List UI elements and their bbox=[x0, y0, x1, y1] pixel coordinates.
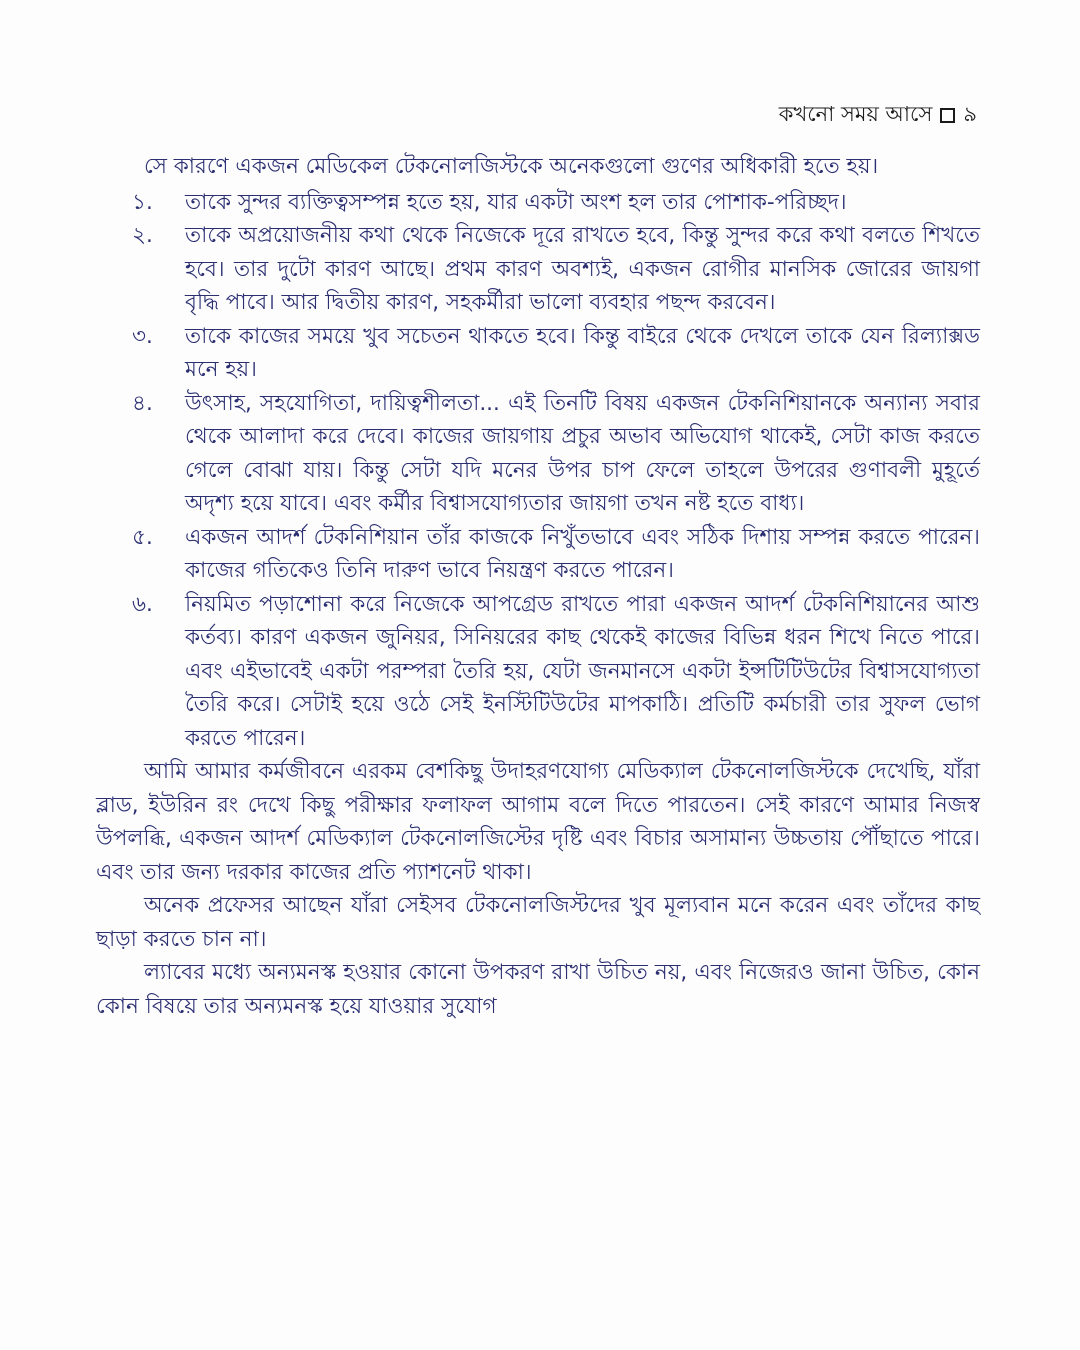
running-header bbox=[779, 98, 977, 133]
body-paragraph: আমি আমার কর্মজীবনে এরকম বেশকিছু উদাহরণযোগ্য মেডিক্যাল টেকনোলজিস্টকে দেখেছি, যাঁরা ব্লাড, ইউরিন রং দেখে কিছু পরীক্ষার ফলাফল আগাম বলে দিতে পারতেন। সেই কারণে আমার নিজস্ব উপলব্ধি, একজন আদর্শ মেডিক্যাল টেকনোলজিস্টের দৃষ্টি এবং বিচার অসামান্য উচ্চতায় পৌঁছাতে পারে। এবং তার জন্য দরকার কাজের প্রতি প্যাশনেট থাকা। bbox=[96, 759, 980, 885]
square-bullet-icon bbox=[940, 108, 955, 123]
list-item-number: ২. bbox=[132, 223, 153, 248]
list-item bbox=[96, 387, 980, 521]
list-item-number: ৬. bbox=[132, 591, 153, 617]
list-item-text: তাকে কাজের সময়ে খুব সচেতন থাকতে হবে। কিন্তু বাইরে থেকে দেখলে তাকে যেন রিল্যাক্সড মনে হয়। bbox=[185, 323, 980, 382]
intro-paragraph: সে কারণে একজন মেডিকেল টেকনোলজিস্টকে অনেকগুলো গুণের অধিকারী হতে হয়। bbox=[144, 154, 879, 179]
list-item-text: তাকে অপ্রয়োজনীয় কথা থেকে নিজেকে দূরে রাখতে হবে, কিন্তু সুন্দর করে কথা বলতে শিখতে হবে। তার দুটো কারণ আছে। প্রথম কারণ অবশ্যই, একজন রোগীর মানসিক জোরের জায়গা বৃদ্ধি পাবে। আর দ্বিতীয় কারণ, সহকর্মীরা ভালো ব্যবহার পছন্দ করবেন। bbox=[185, 223, 980, 315]
list-item-number: ১. bbox=[132, 189, 153, 215]
body-paragraph: ল্যাবের মধ্যে অন্যমনস্ক হওয়ার কোনো উপকরণ রাখা উচিত নয়, এবং নিজেরও জানা উচিত, কোন কোন বিষয়ে তার অন্যমনস্ক হয়ে যাওয়ার সুযোগ bbox=[96, 960, 980, 1019]
list-item bbox=[96, 588, 980, 756]
list-item-text: একজন আদর্শ টেকনিশিয়ান তাঁর কাজকে নিখুঁতভাবে এবং সঠিক দিশায় সম্পন্ন করতে পারেন। কাজের গতিকেও তিনি দারুণ ভাবে নিয়ন্ত্রণ করতে পারেন। bbox=[185, 524, 980, 583]
qualities-list bbox=[96, 186, 980, 756]
page-body bbox=[96, 150, 980, 1023]
list-item-text: উৎসাহ, সহযোগিতা, দায়িত্বশীলতা... এই তিনটি বিষয় একজন টেকনিশিয়ানকে অন্যান্য সবার থেকে আলাদা করে দেবে। কাজের জায়গায় প্রচুর অভাব অভিযোগ থাকেই, সেটা কাজ করতে গেলে বোঝা যায়। কিন্তু সেটা যদি মনের উপর চাপ ফেলে তাহলে উপরের গুণাবলী মুহূর্তে অদৃশ্য হয়ে যাবে। এবং কর্মীর বিশ্বাসযোগ্যতার জায়গা তখন নষ্ট হতে বাধ্য। bbox=[185, 390, 980, 516]
list-item-number: ৪. bbox=[132, 390, 153, 416]
list-item bbox=[96, 219, 980, 320]
running-head-title: কখনো সময় আসে bbox=[778, 102, 933, 126]
list-item-text: নিয়মিত পড়াশোনা করে নিজেকে আপগ্রেড রাখতে পারা একজন আদর্শ টেকনিশিয়ানের আশু কর্তব্য। কারণ একজন জুনিয়র, সিনিয়রের কাছ থেকেই কাজের বিভিন্ন ধরন শিখে নিতে পারে। এবং এইভাবেই একটা পরম্পরা তৈরি হয়, যেটা জনমানসে একটা ইন্সটিটিউটের বিশ্বাসযোগ্যতা তৈরি করে। সেটাই হয়ে ওঠে সেই ইনস্টিটিউটের মাপকাঠি। প্রতিটি কর্মচারী তার সুফল ভোগ করতে পারেন। bbox=[185, 591, 980, 751]
list-item-number: ৫. bbox=[132, 524, 153, 550]
list-item bbox=[96, 521, 980, 588]
list-item-text: তাকে সুন্দর ব্যক্তিত্বসম্পন্ন হতে হয়, যার একটা অংশ হল তার পোশাক-পরিচ্ছদ। bbox=[185, 189, 847, 215]
page-number: ৯ bbox=[963, 102, 977, 126]
list-item bbox=[96, 186, 980, 220]
list-item bbox=[96, 320, 980, 387]
body-paragraph: অনেক প্রফেসর আছেন যাঁরা সেইসব টেকনোলজিস্টদের খুব মূল্যবান মনে করেন এবং তাঁদের কাছ ছাড়া করতে চান না। bbox=[96, 893, 980, 952]
list-item-number: ৩. bbox=[132, 323, 153, 349]
